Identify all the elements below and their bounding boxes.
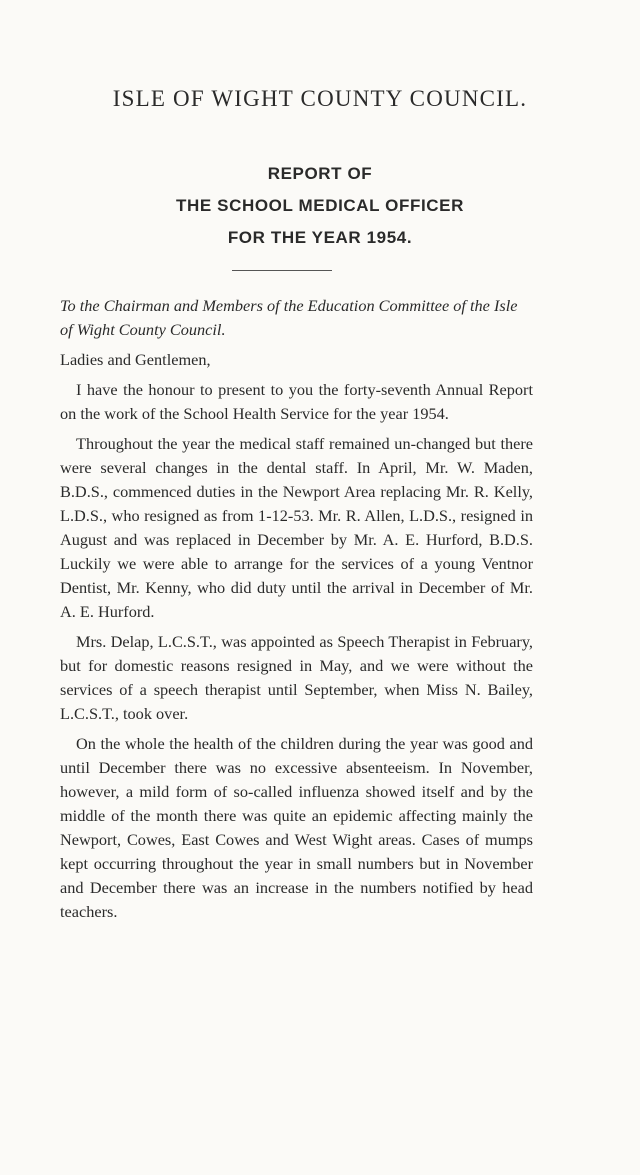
paragraph-2: Throughout the year the medical staff remained un-changed but there were several changes in the dental staff. In April, Mr. W. Maden, B.D.S., commenced duties in the Newport Area replacing Mr. R. Kelly, L.D.S., who resigned as from 1-12-53. Mr. R. Allen, L.D.S., resigned in August and was replaced in December by Mr. A. E. Hurford, B.D.S. Luckily we were able to arrange for the services of a young Ventnor Dentist, Mr. Kenny, who did duty until the arrival in December of Mr. A. E. Hurford. bbox=[60, 434, 533, 621]
letter-body bbox=[60, 294, 533, 924]
report-heading bbox=[0, 158, 640, 254]
report-heading-line-2: THE SCHOOL MEDICAL OFFICER bbox=[176, 196, 464, 215]
paragraph-3: Mrs. Delap, L.C.S.T., was appointed as Speech Therapist in February, but for domestic reasons resigned in May, and we were without the services of a speech therapist until September, when Miss N. Bailey, L.C.S.T., took over. bbox=[60, 632, 533, 723]
paragraph-1: I have the honour to present to you the forty-seventh Annual Report on the work of the School Health Service for the year 1954. bbox=[60, 380, 533, 423]
paragraph-4: On the whole the health of the children during the year was good and until December there was no excessive absenteeism. In November, however, a mild form of so-called influenza showed itself and by the middle of the month there was quite an epidemic affecting mainly the Newport, Cowes, East Cowes and West Wight areas. Cases of mumps kept occurring throughout the year in small numbers but in November and December there was an increase in the numbers notified by head teachers. bbox=[60, 734, 533, 921]
report-heading-line-3: FOR THE YEAR 1954. bbox=[227, 228, 413, 247]
report-heading-line-1: REPORT OF bbox=[267, 164, 373, 183]
salutation: Ladies and Gentlemen, bbox=[60, 350, 211, 369]
council-title: ISLE OF WIGHT COUNTY COUNCIL. bbox=[112, 86, 528, 111]
addressee: To the Chairman and Members of the Education Committee of the Isle of Wight County Council. bbox=[60, 296, 518, 339]
divider-rule bbox=[232, 270, 332, 271]
